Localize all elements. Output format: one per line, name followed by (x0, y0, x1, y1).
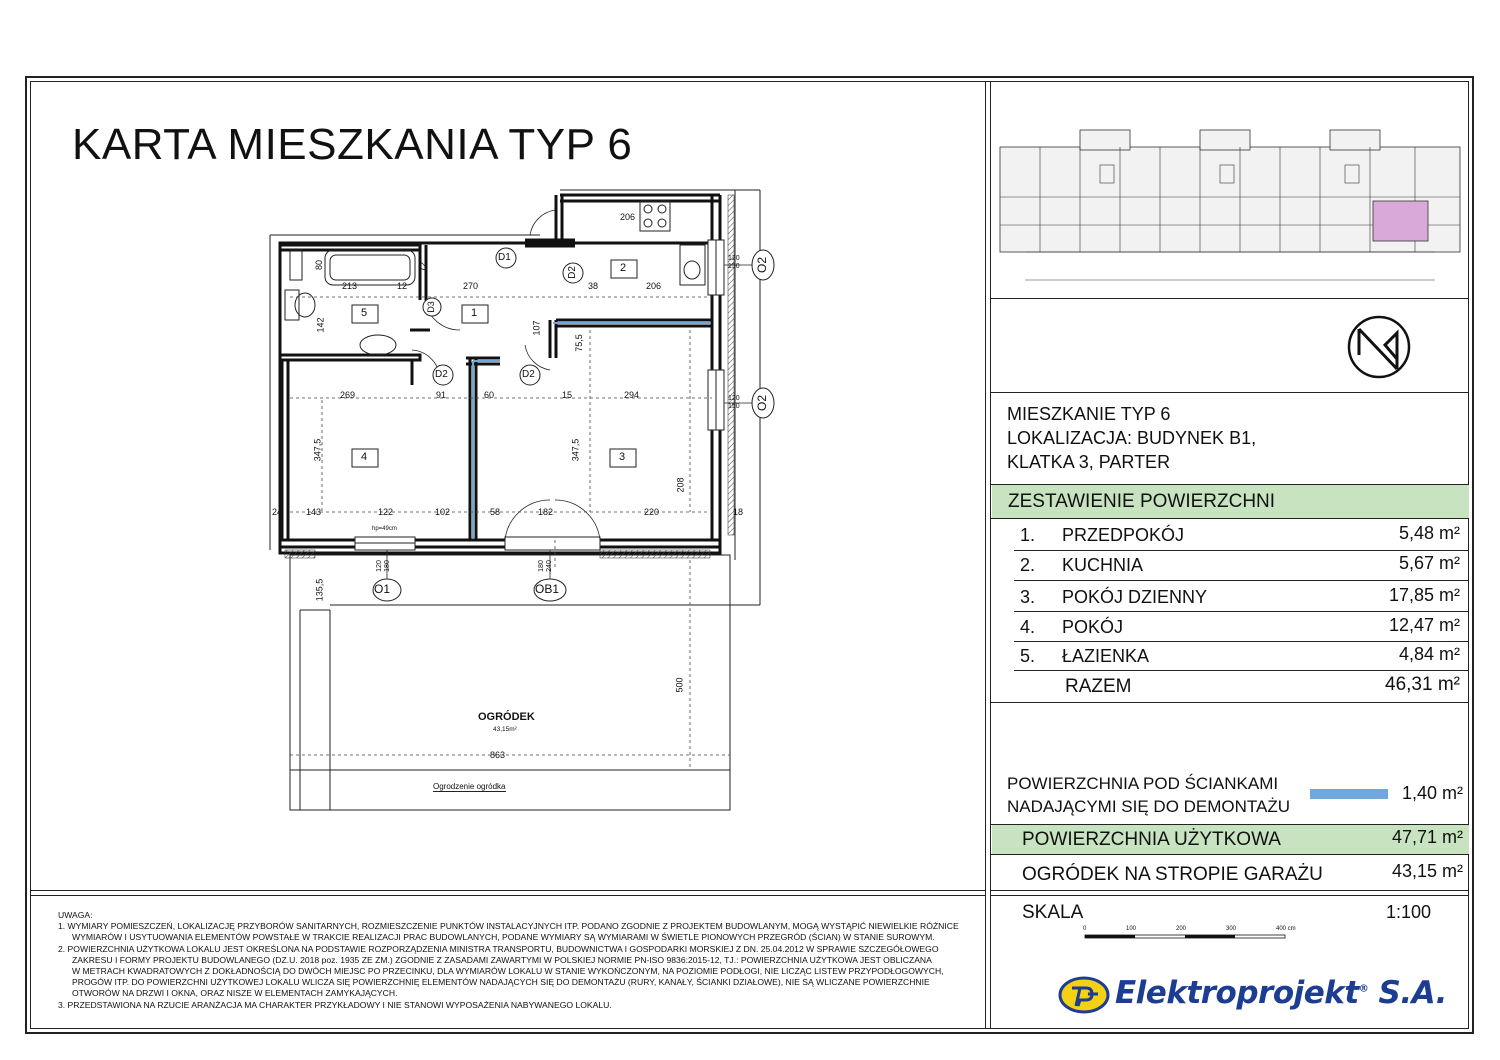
room-label-3: 3 (619, 451, 626, 463)
summary-header: ZESTAWIENIE POWIERZCHNI (1008, 491, 1276, 512)
apartment-stairwell: KLATKA 3, PARTER (1007, 452, 1171, 472)
room-label-4: 4 (361, 451, 368, 463)
apartment-type: MIESZKANIE TYP 6 (1007, 404, 1171, 424)
total-divider (991, 702, 1469, 703)
apartment-info (1007, 402, 1256, 474)
room-row-4 (992, 613, 1468, 641)
row-divider (1014, 611, 1468, 612)
room-row-3 (992, 583, 1468, 611)
door-tag-d2b: D2 (435, 369, 448, 380)
company-name: Elektroprojekt® S.A. (1115, 975, 1447, 1011)
room-row-5 (992, 642, 1468, 670)
scale-label: SKALA (1022, 902, 1084, 923)
dim-208: 208 (675, 477, 686, 493)
page-title: KARTA MIESZKANIA TYP 6 (72, 120, 633, 169)
garden-label: OGRÓDEK NA STROPIE GARAŻU (1022, 864, 1323, 885)
room-area: 5,48 m² (1398, 523, 1460, 543)
removable-walls-area: 1,40 m² (1401, 783, 1463, 803)
dim-863: 863 (490, 750, 506, 760)
dim-206b: 206 (646, 281, 662, 291)
dim-206a: 206 (620, 212, 636, 222)
removable-walls-line1: POWIERZCHNIA POD ŚCIANKAMI (1007, 774, 1279, 793)
garden-area-label: 43,15m² (493, 726, 517, 733)
removable-walls-swatch (1310, 789, 1388, 799)
room-num: 2. (1020, 555, 1036, 575)
usable-bottom-line (991, 854, 1469, 855)
room-area: 17,85 m² (1388, 585, 1460, 605)
note-2c: W METRACH KWADRATOWYCH Z DOKŁADNOŚCIĄ DO DWÓCH MIEJSC PO PRZECINKU, DLA WYMIARÓW LOKALU W STANIE WYKOŃCZONYM, NA POZIOMIE PODŁOGI, NIE LICZĄC LISTEW PRZYPODŁOGOWYCH, (72, 966, 944, 977)
dim-270: 270 (463, 281, 479, 291)
note-2d: PROGÓW ITP. DO POWIERZCHNI UŻYTKOWEJ LOKALU WLICZA SIĘ POWIERZCHNIĘ ELEMENTÓW NADAJĄCYCH SIĘ DO DEMONTAŻU (RURY, KANAŁY, ŚCIANKI DZIAŁOWE), NIE SĄ WLICZANE POWIERZCHNIE (72, 977, 930, 988)
scale-value: 1:100 (1386, 902, 1432, 922)
apartment-location: LOKALIZACJA: BUDYNEK B1, (1007, 428, 1257, 448)
sill-height: hp=49cm (372, 526, 397, 532)
row-divider (1014, 670, 1468, 671)
room-name: PRZEDPOKÓJ (1062, 525, 1185, 545)
window-tag-ob1: OB1 (535, 582, 560, 596)
total-area: 46,31 m² (1385, 674, 1460, 695)
dim-143: 143 (306, 507, 322, 517)
scale-bar (1080, 932, 1300, 944)
usable-label: POWIERZCHNIA UŻYTKOWA (1022, 829, 1281, 850)
keyplan-divider (991, 298, 1469, 299)
note-2a: 2. POWIERZCHNIA UŻYTKOWA LOKALU JEST OKREŚLONA NA PODSTAWIE ROZPORZĄDZENIA MINISTRA TRANSPORTU, BUDOWNICTWA I GOSPODARKI MORSKIEJ Z DN. 25.04.2012 W SPRAWIE SZCZEGÓŁOWEGO (58, 943, 939, 954)
dim-window-o2b: 120 150 (728, 395, 740, 410)
dim-269: 269 (340, 390, 356, 400)
garden-divider-inner (991, 895, 1469, 896)
notes-header: UWAGA: (58, 910, 93, 920)
total-row (992, 672, 1468, 700)
dim-142: 142 (315, 317, 326, 333)
window-tag-o2b: O2 (755, 394, 770, 412)
window-tag-o1: O1 (374, 582, 391, 596)
dim-182: 182 (538, 507, 554, 517)
room-row-2 (992, 551, 1468, 579)
dim-12: 12 (397, 281, 408, 291)
row-divider (1014, 580, 1468, 581)
room-area: 5,67 m² (1398, 553, 1460, 573)
scale-tick-400: 400 cm (1276, 926, 1296, 932)
dim-755: 75,5 (573, 334, 584, 352)
door-tag-d2a: D2 (566, 266, 578, 279)
usable-top-line (991, 824, 1469, 825)
dim-38: 38 (588, 281, 599, 291)
dim-3475b: 347,5 (570, 438, 581, 462)
key-plan (995, 125, 1465, 285)
dim-18: 18 (733, 507, 744, 517)
scale-tick-0: 0 (1083, 926, 1087, 932)
note-1b: WYMIARÓW I USYTUOWANIA ELEMENTÓW POWSTAŁE W TRAKCIE REALIZACJI PRAC BUDOWLANYCH, PODANE WYMIARY SĄ WYMIARAMI W ŚWIETLE PIONOWYCH PRZEGRÓD (ŚCIAN) W STANIE SUROWYM. (72, 932, 935, 943)
summary-top-line (991, 484, 1469, 485)
north-divider (991, 392, 1469, 393)
door-tag-d3: D3 (425, 301, 436, 313)
room-name: ŁAZIENKA (1062, 646, 1150, 666)
dim-91: 91 (436, 390, 447, 400)
summary-header-line (991, 518, 1469, 519)
dim-window-o2a: 120 150 (728, 255, 740, 270)
scale-tick-200: 200 (1176, 926, 1187, 932)
dim-window-o1: 120 180 (375, 560, 391, 572)
scale-tick-300: 300 (1226, 926, 1237, 932)
dim-72: 72 (418, 261, 429, 273)
room-label-1: 1 (471, 307, 478, 319)
room-num: 3. (1020, 587, 1036, 607)
door-tag-d1: D1 (498, 252, 511, 263)
room-name: KUCHNIA (1062, 555, 1144, 575)
dim-122: 122 (378, 507, 394, 517)
garden-title: OGRÓDEK (478, 711, 535, 723)
dim-102: 102 (435, 507, 451, 517)
dim-60: 60 (484, 390, 495, 400)
company-name-main: Elektroprojekt (1115, 975, 1359, 1011)
dim-24: 24 (272, 507, 283, 517)
company-suffix: S.A. (1378, 975, 1447, 1011)
note-2e: OTWORÓW NA DRZWI I OKNA, ORAZ NISZE W ELEMENTACH ZAMYKAJĄCYCH. (72, 988, 398, 999)
dim-500: 500 (674, 677, 685, 693)
dim-3475a: 347,5 (312, 438, 323, 462)
room-name: POKÓJ (1062, 617, 1124, 637)
notes-block (58, 910, 963, 1011)
dim-1355: 135,5 (314, 578, 325, 602)
dim-15: 15 (562, 390, 573, 400)
dim-220: 220 (644, 507, 660, 517)
dim-58: 58 (490, 507, 501, 517)
company-logo-icon (1058, 976, 1110, 1014)
removable-walls-line2: NADAJĄCYMI SIĘ DO DEMONTAŻU (1007, 797, 1291, 816)
room-area: 4,84 m² (1398, 644, 1460, 664)
door-tag-d2c: D2 (522, 369, 535, 380)
room-num: 4. (1020, 617, 1036, 637)
room-area: 12,47 m² (1388, 615, 1460, 635)
total-label: RAZEM (1065, 676, 1132, 697)
dim-window-ob1: 180 240 (537, 560, 553, 572)
removable-walls-label (1007, 772, 1290, 818)
note-1a: 1. WYMIARY POMIESZCZEŃ, LOKALIZACJĘ PRZYBORÓW SANITARNYCH, ROZMIESZCZENIE PUNKTÓW INSTALACYJNYCH ITP. PODANO ZGODNIE Z PROJEKTEM BUDOWLANYM, MOGĄ WYSTĄPIĆ NIEWIELKIE RÓŻNICE (58, 921, 959, 932)
window-tag-o2a: O2 (755, 256, 770, 274)
room-num: 1. (1020, 525, 1036, 545)
dim-80: 80 (314, 259, 325, 271)
room-num: 5. (1020, 646, 1036, 666)
room-name: POKÓJ DZIENNY (1062, 587, 1208, 607)
room-label-5: 5 (361, 307, 368, 319)
scale-tick-100: 100 (1126, 926, 1137, 932)
usable-area: 47,71 m² (1391, 827, 1463, 847)
dim-294: 294 (624, 390, 640, 400)
garden-area: 43,15 m² (1391, 861, 1463, 881)
north-arrow-icon (1345, 315, 1413, 380)
note-2b: ZAKRESU I FORMY PROJEKTU BUDOWLANEGO (DZ.U. 2018 poz. 1935 ZE ZM.) ZGODNIE Z ZASADAMI ZAWARTYMI W POLSKIEJ NORMIE PN-ISO 9836:2015-12, TJ.: POWIERZCHNIA UŻYTKOWA JEST OBLICZANA (72, 954, 932, 965)
note-3: 3. PRZEDSTAWIONA NA RZUCIE ARANŻACJA MA CHARAKTER PRZYKŁADOWY I NIE STANOWI WYPOSAŻENIA NABYWANEGO LOKALU. (58, 999, 612, 1010)
dim-107: 107 (531, 320, 542, 336)
room-label-2: 2 (620, 262, 627, 274)
room-row-1 (992, 521, 1468, 549)
fence-label: Ogrodzenie ogródka (433, 782, 506, 791)
dim-213: 213 (342, 281, 358, 291)
garden-divider (991, 890, 1469, 891)
